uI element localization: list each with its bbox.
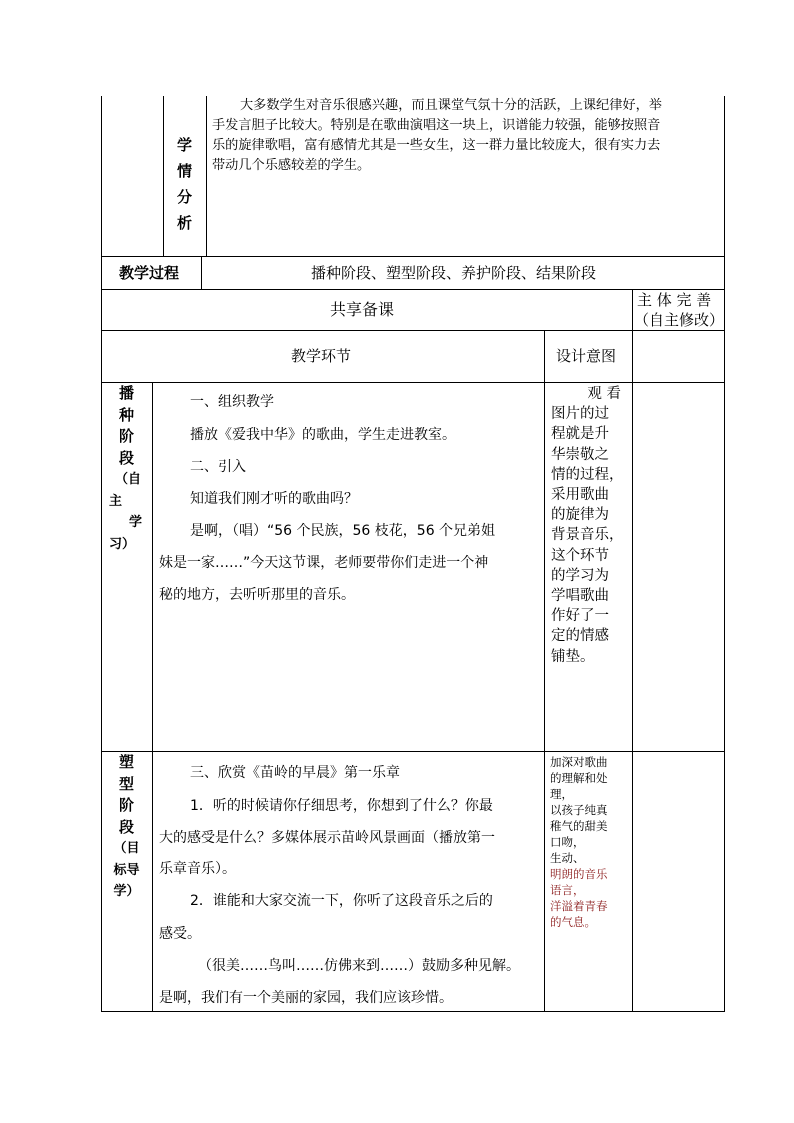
stage2-line: 三、欣赏《苗岭的早晨》第一乐章: [190, 765, 400, 781]
stage2-intent-line: 加深对歌曲: [550, 755, 608, 769]
stage2-line: 2．谁能和大家交流一下，你听了这段音乐之后的: [190, 893, 493, 909]
analysis-label-char: 析: [176, 214, 192, 232]
process-value: 播种阶段、塑型阶段、养护阶段、结果阶段: [311, 264, 597, 282]
stage1-line: 二、引入: [190, 459, 246, 475]
stage2-label-char: 学）: [113, 884, 140, 899]
stage2-line: 大的感受是什么？多媒体展示苗岭风景画面（播放第一: [159, 830, 495, 846]
self-revise-header: （自主修改）: [634, 311, 725, 329]
stage1-label-char: 学: [128, 515, 142, 530]
table-border: [152, 382, 153, 1012]
table-border: [544, 330, 545, 1012]
stage1-intent-line: 情的过程，: [551, 466, 624, 483]
stage2-line: 1．听的时候请你仔细思考，你想到了什么？你最: [190, 798, 493, 814]
stage2-line: （很美……鸟叫……仿佛来到……）鼓励多种见解。: [198, 958, 520, 974]
stage2-line: 是啊，我们有一个美丽的家园，我们应该珍惜。: [159, 990, 453, 1006]
stage2-label-char: （目: [113, 841, 140, 856]
stage1-label-char: 习）: [109, 536, 136, 552]
stage2-line: 感受。: [159, 926, 201, 942]
stage1-intent-line: 的学习为: [551, 567, 609, 584]
stage2-line: 乐章音乐）。: [159, 861, 236, 877]
table-border: [724, 96, 725, 1012]
analysis-line: 手发言胆子比较大。特别是在歌曲演唱这一块上，识谱能力较强，能够按照音: [212, 118, 661, 133]
stage2-intent-line: 明朗的音乐: [550, 867, 608, 881]
stage1-label-char: 种: [118, 405, 134, 424]
stage1-line: 一、组织教学: [190, 394, 274, 410]
analysis-line: 乐的旋律歌唱，富有感情尤其是一些女生，这一群力量比较庞大，很有实力去: [212, 138, 661, 153]
stage2-label-char: 段: [118, 817, 134, 836]
stage2-label: [101, 752, 152, 903]
stage1-label-char: （自: [115, 472, 142, 487]
stage2-intent: [550, 754, 630, 930]
stage1-intent-line: 这个环节: [551, 547, 609, 564]
stage1-label-char: 主: [109, 493, 123, 509]
stage1-intent-line: 图片的过: [551, 406, 609, 423]
stage2-intent-line: 理，: [550, 787, 573, 801]
stage1-intent-line: 的旋律为: [551, 507, 609, 524]
stage1-intent-line: 定的情感: [551, 628, 609, 645]
teaching-step-header: 教学环节: [291, 347, 352, 365]
analysis-label-char: 学: [176, 136, 192, 154]
analysis-label: [163, 132, 206, 236]
stage1-line: 秘的地方，去听听那里的音乐。: [159, 587, 355, 603]
stage2-label-char: 标导: [113, 862, 140, 878]
stage1-label-char: 段: [118, 448, 134, 467]
table-border: [201, 256, 202, 290]
stage1-line: 妹是一家……”今天这节课，老师要带你们走进一个神: [159, 555, 489, 571]
stage1-line: 是啊，（唱）“56 个民族，56 枝花，56 个兄弟姐: [190, 523, 496, 539]
stage1-intent-line: 背景音乐，: [551, 527, 624, 544]
stage1-line: 知道我们刚才听的歌曲吗？: [190, 491, 358, 507]
process-label: 教学过程: [119, 264, 180, 282]
analysis-label-char: 情: [176, 162, 192, 180]
stage2-label-char: 型: [118, 774, 134, 793]
stage2-intent-line: 的理解和处: [550, 771, 608, 785]
stage1-intent-line: 采用歌曲: [551, 487, 609, 504]
table-border: [632, 289, 633, 1012]
stage2-label-char: 阶: [118, 796, 134, 814]
stage2-intent-line: 稚气的甜美: [550, 819, 608, 833]
stage1-intent-line: 铺垫。: [551, 648, 595, 665]
shared-header: 共享备课: [330, 300, 395, 319]
stage1-intent-line: 学唱歌曲: [551, 588, 609, 605]
stage1-intent-line: 程就是升: [551, 426, 609, 443]
analysis-line: 大多数学生对音乐很感兴趣，而且课堂气氛十分的活跃，上课纪律好，举: [240, 98, 662, 113]
stage2-intent-line: 的气息。: [550, 915, 596, 929]
design-intent-header: 设计意图: [556, 347, 617, 365]
table-border: [206, 96, 207, 257]
stage1-intent-line: 作好了一: [551, 608, 609, 625]
stage1-intent-line: 华崇敬之: [551, 446, 609, 463]
stage2-intent-line: 以孩子纯真: [550, 803, 608, 817]
stage1-intent-line: 观 看: [587, 386, 621, 402]
stage1-label-char: 播: [118, 384, 134, 402]
stage2-intent-line: 洋溢着青春: [550, 899, 608, 913]
stage2-intent-line: 生动、: [550, 851, 585, 865]
stage1-line: 播放《爱我中华》的歌曲，学生走进教室。: [190, 427, 456, 443]
analysis-label-char: 分: [176, 188, 192, 206]
stage2-intent-line: 语言，: [550, 883, 585, 897]
analysis-line: 带动几个乐感较差的学生。: [212, 158, 371, 173]
self-revise-header: 主 体 完 善: [637, 291, 712, 309]
stage1-label: [101, 383, 152, 555]
stage1-intent: [551, 384, 629, 667]
stage1-label-char: 阶: [118, 427, 134, 445]
table-border: [101, 256, 725, 257]
stage2-intent-line: 口吻，: [550, 835, 585, 849]
stage2-label-char: 塑: [118, 753, 134, 771]
